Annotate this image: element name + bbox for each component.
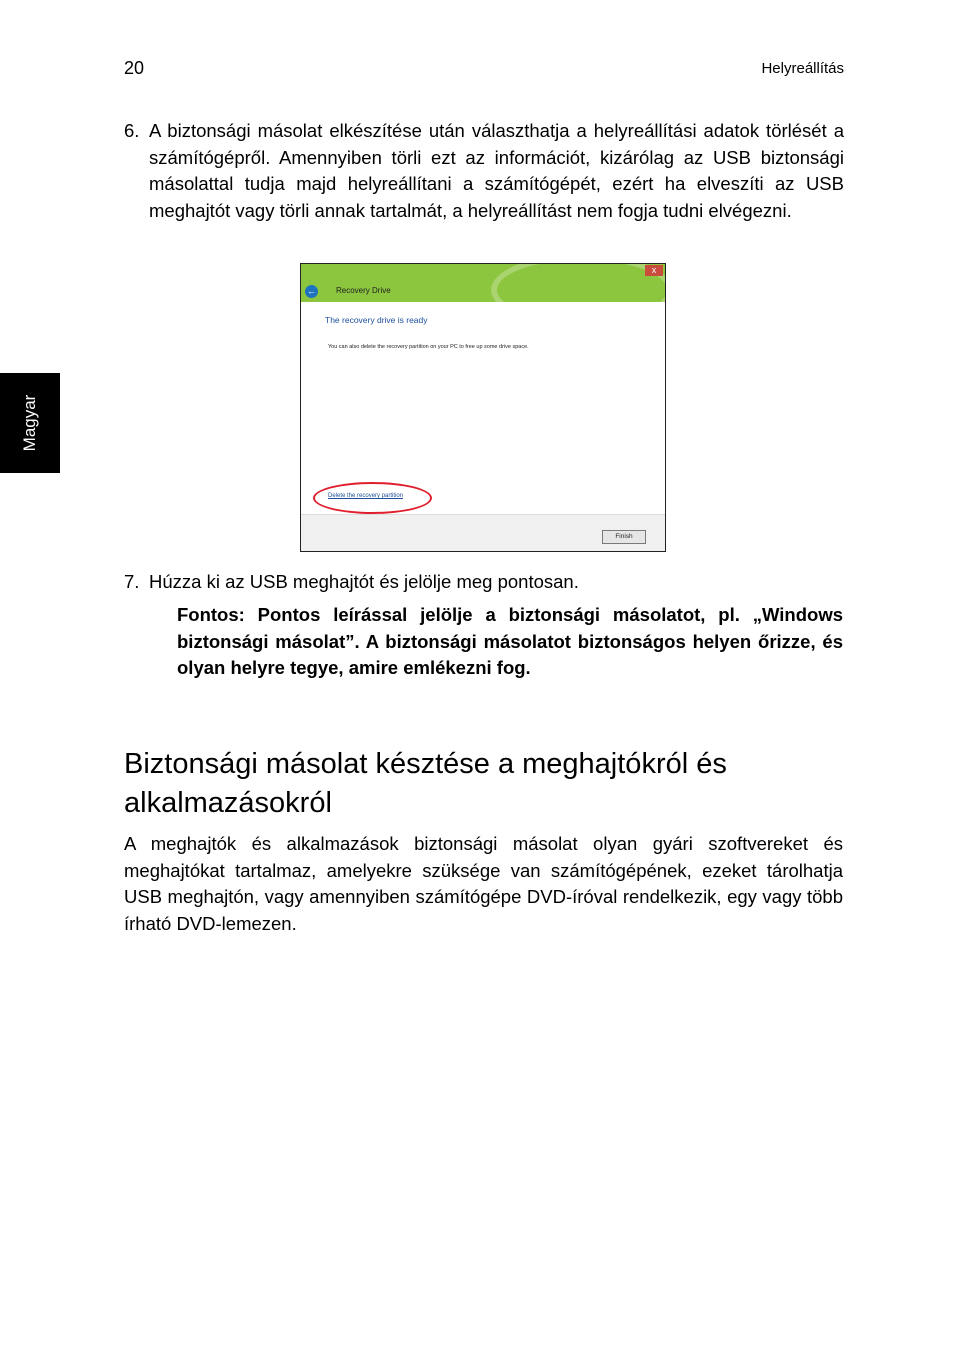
delete-partition-link[interactable]: Delete the recovery partition: [328, 493, 404, 499]
step-6-number: 6.: [124, 120, 140, 141]
important-note: Fontos: Pontos leírással jelölje a biztonsági másolatot, pl. „Windows biztonsági másolat”. A biztonsági másolatot biztonságos helyen őrizze, és olyan helyre tegye, amire emlékezni fog.: [177, 604, 843, 678]
step-6-text: A biztonsági másolat elkészítése után választhatja a helyreállítási adatok törlését a számítógépről. Amennyiben törli ezt az információt, kizárólag az USB biztonsági másolattal tudja majd helyreállítani a számítógépét, ezért ha elveszíti az USB meghajtót vagy törli annak tartalmát, a helyreállítást nem fogja tudni elvégezni.: [149, 120, 844, 221]
close-button[interactable]: x: [645, 265, 663, 276]
window-footer: [301, 514, 665, 552]
language-tab-label: Magyar: [20, 394, 39, 452]
window-title: Recovery Drive: [336, 286, 391, 295]
section-heading: Biztonsági másolat késztése a meghajtókról és alkalmazásokról: [124, 748, 727, 819]
recovery-drive-screenshot: [300, 263, 666, 552]
section-paragraph: A meghajtók és alkalmazások biztonsági másolat olyan gyári szoftvereket és meghajtókat tartalmaz, amelyekre szüksége van számítógépének, ezeket tárolhatja USB meghajtón, vagy amennyiben számítógépe DVD-íróval rendelkezik, egy vagy több írható DVD-lemezen.: [124, 833, 843, 934]
back-arrow-icon[interactable]: ←: [307, 286, 316, 296]
window-heading: The recovery drive is ready: [325, 315, 428, 325]
running-header: Helyreállítás: [761, 60, 844, 77]
step-7-number: 7.: [124, 571, 140, 592]
step-7: [124, 569, 844, 596]
finish-button[interactable]: Finish: [602, 530, 646, 544]
window-content: [303, 302, 663, 513]
highlight-circle: [313, 482, 432, 514]
step-6: [124, 118, 844, 224]
page-number: 20: [124, 58, 145, 78]
language-tab: [0, 373, 60, 473]
step-7-text: Húzza ki az USB meghajtót és jelölje meg pontosan.: [149, 571, 579, 592]
window-description: You can also delete the recovery partition on your PC to free up some drive space.: [328, 344, 529, 350]
window-title-bar: [301, 264, 665, 302]
